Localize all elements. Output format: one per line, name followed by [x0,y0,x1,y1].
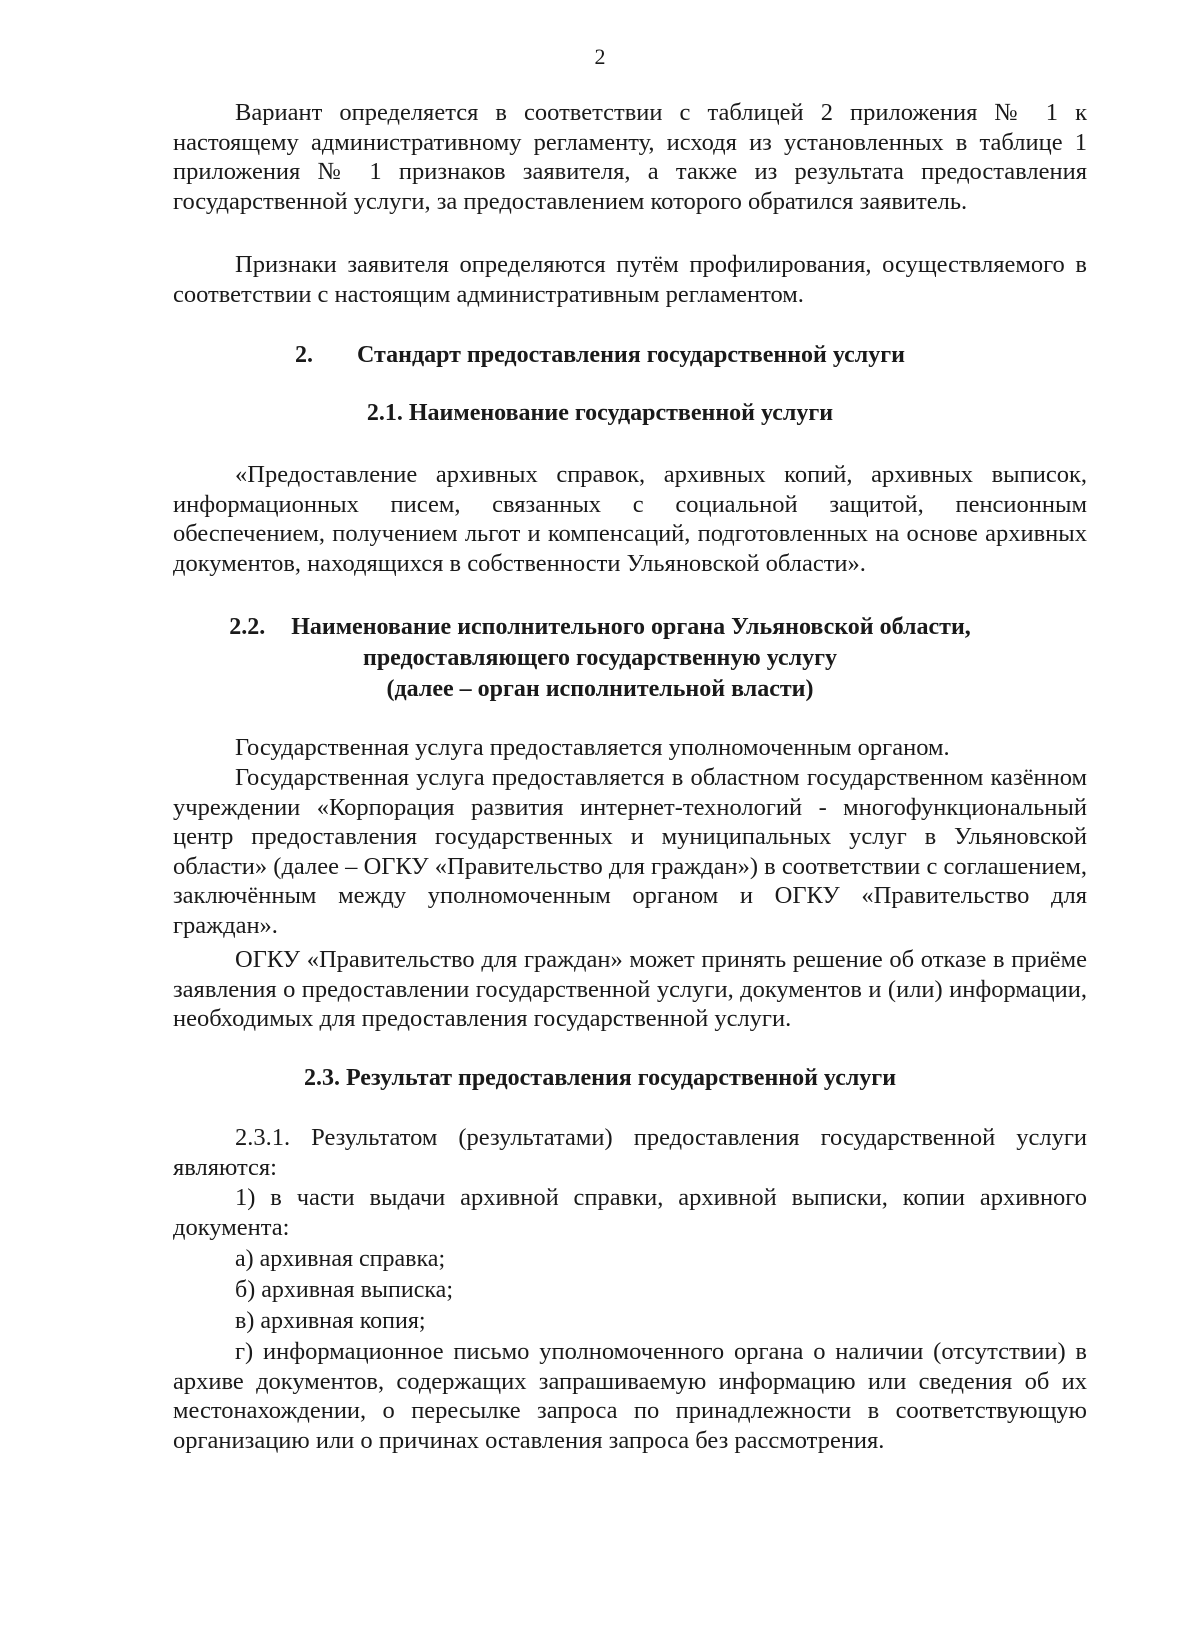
section-2-2-title-line1: Наименование исполнительного органа Ульяновской области, [291,614,971,640]
section-2-3-heading: 2.3. Результат предоставления государственной услуги [303,1065,897,1091]
section-2-2-title-line3: (далее – орган исполнительной власти) [386,676,814,702]
section-2-heading [0,340,1200,371]
section-2-title: Стандарт предоставления государственной услуги [357,342,905,368]
intro-paragraph-2: Признаки заявителя определяются путём профилирования, осуществляемого в соответствии с настоящим административным регламентом. [173,251,1087,308]
result-item-c: в) архивная копия; [235,1308,426,1334]
section-2-number: 2. [295,342,314,368]
section-2-2-title-line2: предоставляющего государственную услугу [363,645,837,671]
section-2-1-heading: 2.1. Наименование государственной услуги [366,400,834,426]
intro-paragraph-1: Вариант определяется в соответствии с таблицей 2 приложения № 1 к настоящему административному регламенту, исходя из установленных в таблице 1 приложения № 1 признаков заявителя, а также из результата предоставления государственной услуги, за предоставлением которого обратился заявитель. [173,99,1087,215]
section-2-2-paragraph-2: Государственная услуга предоставляется в областном государственном казённом учреждении «Корпорация развития интернет-технологий - многофункциональный центр предоставления государственных и муниципальных услуг в Ульяновской области» (далее – ОГКУ «Правительство для граждан») в соответствии с соглашением, заключённым между уполномоченным органом и ОГКУ «Правительство для граждан». [173,764,1087,939]
section-2-2-paragraph-3: ОГКУ «Правительство для граждан» может принять решение об отказе в приёме заявления о предоставлении государственной услуги, документов и (или) информации, необходимых для предоставления государственной услуги. [173,946,1087,1032]
section-2-1-text: «Предоставление архивных справок, архивных копий, архивных выписок, информационных писем, связанных с социальной защитой, пенсионным обеспечением, получением льгот и компенсаций, подготовленных на основе архивных документов, находящихся в собственности Ульяновской области». [173,461,1087,577]
section-2-3-paragraph-1: 2.3.1. Результатом (результатами) предоставления государственной услуги являются: [173,1124,1087,1181]
section-2-2-number: 2.2. [229,614,266,640]
result-item-g: г) информационное письмо уполномоченного органа о наличии (отсутствии) в архиве документов, содержащих запрашиваемую информацию или сведения об их местонахождении, о пересылке запроса по принадлежности в соответствующую организацию или о причинах оставления запроса без рассмотрения. [173,1338,1087,1454]
result-item-a: а) архивная справка; [235,1246,446,1272]
section-2-2-heading [0,612,1200,643]
section-2-3-paragraph-2: 1) в части выдачи архивной справки, архивной выписки, копии архивного документа: [173,1184,1087,1241]
section-2-2-paragraph-1: Государственная услуга предоставляется уполномоченным органом. [235,734,950,761]
page-number: 2 [594,44,606,69]
result-item-b: б) архивная выписка; [235,1277,453,1303]
